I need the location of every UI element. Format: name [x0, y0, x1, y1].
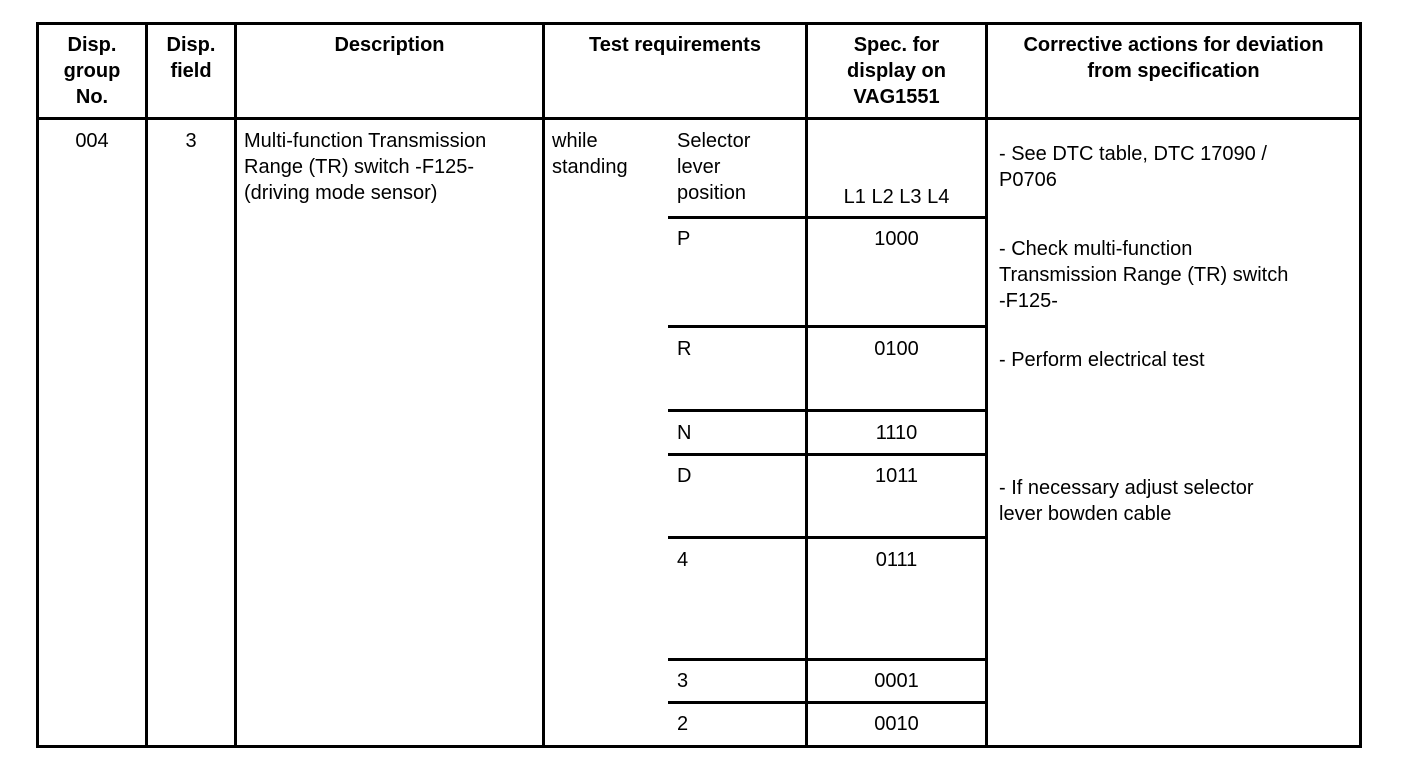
spec-2: 0010: [874, 713, 919, 735]
group-number: 004: [75, 130, 109, 152]
col-divider: [542, 22, 545, 748]
col-divider: [234, 22, 237, 748]
position-4: 4: [677, 549, 689, 571]
col-divider: [805, 22, 808, 748]
row-divider: [668, 325, 987, 328]
spec-p: 1000: [874, 228, 919, 250]
header-group: Disp. group No.: [63, 34, 121, 108]
row-divider: [668, 701, 987, 704]
position-2: 2: [677, 713, 689, 735]
action-see-dtc: - See DTC table, DTC 17090 / P0706: [999, 143, 1267, 191]
spec-d: 1011: [874, 465, 918, 487]
selector-lever-label: Selector lever position: [677, 130, 751, 204]
spec-4: 0111: [875, 549, 918, 571]
header-field: Disp. field: [166, 34, 216, 82]
description-text: Multi-function Transmission Range (TR) switch -F125- (driving mode sensor): [244, 130, 487, 204]
header-description: Description: [334, 34, 445, 56]
row-divider: [668, 536, 987, 539]
position-3: 3: [677, 670, 689, 692]
action-electrical-test: - Perform electrical test: [999, 349, 1205, 371]
position-d: D: [677, 465, 692, 487]
header-spec: Spec. for display on VAG1551: [847, 34, 946, 108]
header-divider: [36, 117, 1362, 120]
position-r: R: [677, 338, 692, 360]
spec-r: 0100: [874, 338, 919, 360]
spec-n: 1110: [875, 422, 918, 444]
row-divider: [668, 216, 987, 219]
field-number: 3: [185, 130, 197, 152]
header-test-requirements: Test requirements: [589, 34, 761, 56]
col-divider: [985, 22, 988, 748]
spec-3: 0001: [874, 670, 919, 692]
row-divider: [668, 453, 987, 456]
test-condition: while standing: [552, 130, 628, 178]
row-divider: [668, 409, 987, 412]
row-divider: [668, 658, 987, 661]
spec-bit-header: L1 L2 L3 L4: [843, 186, 950, 208]
action-check-switch: - Check multi-function Transmission Range (TR) switch -F125-: [999, 238, 1289, 312]
header-corrective-actions: Corrective actions for deviation from specification: [1023, 34, 1324, 82]
position-n: N: [677, 422, 692, 444]
position-p: P: [677, 228, 691, 250]
action-adjust-cable: - If necessary adjust selector lever bowden cable: [999, 477, 1254, 525]
